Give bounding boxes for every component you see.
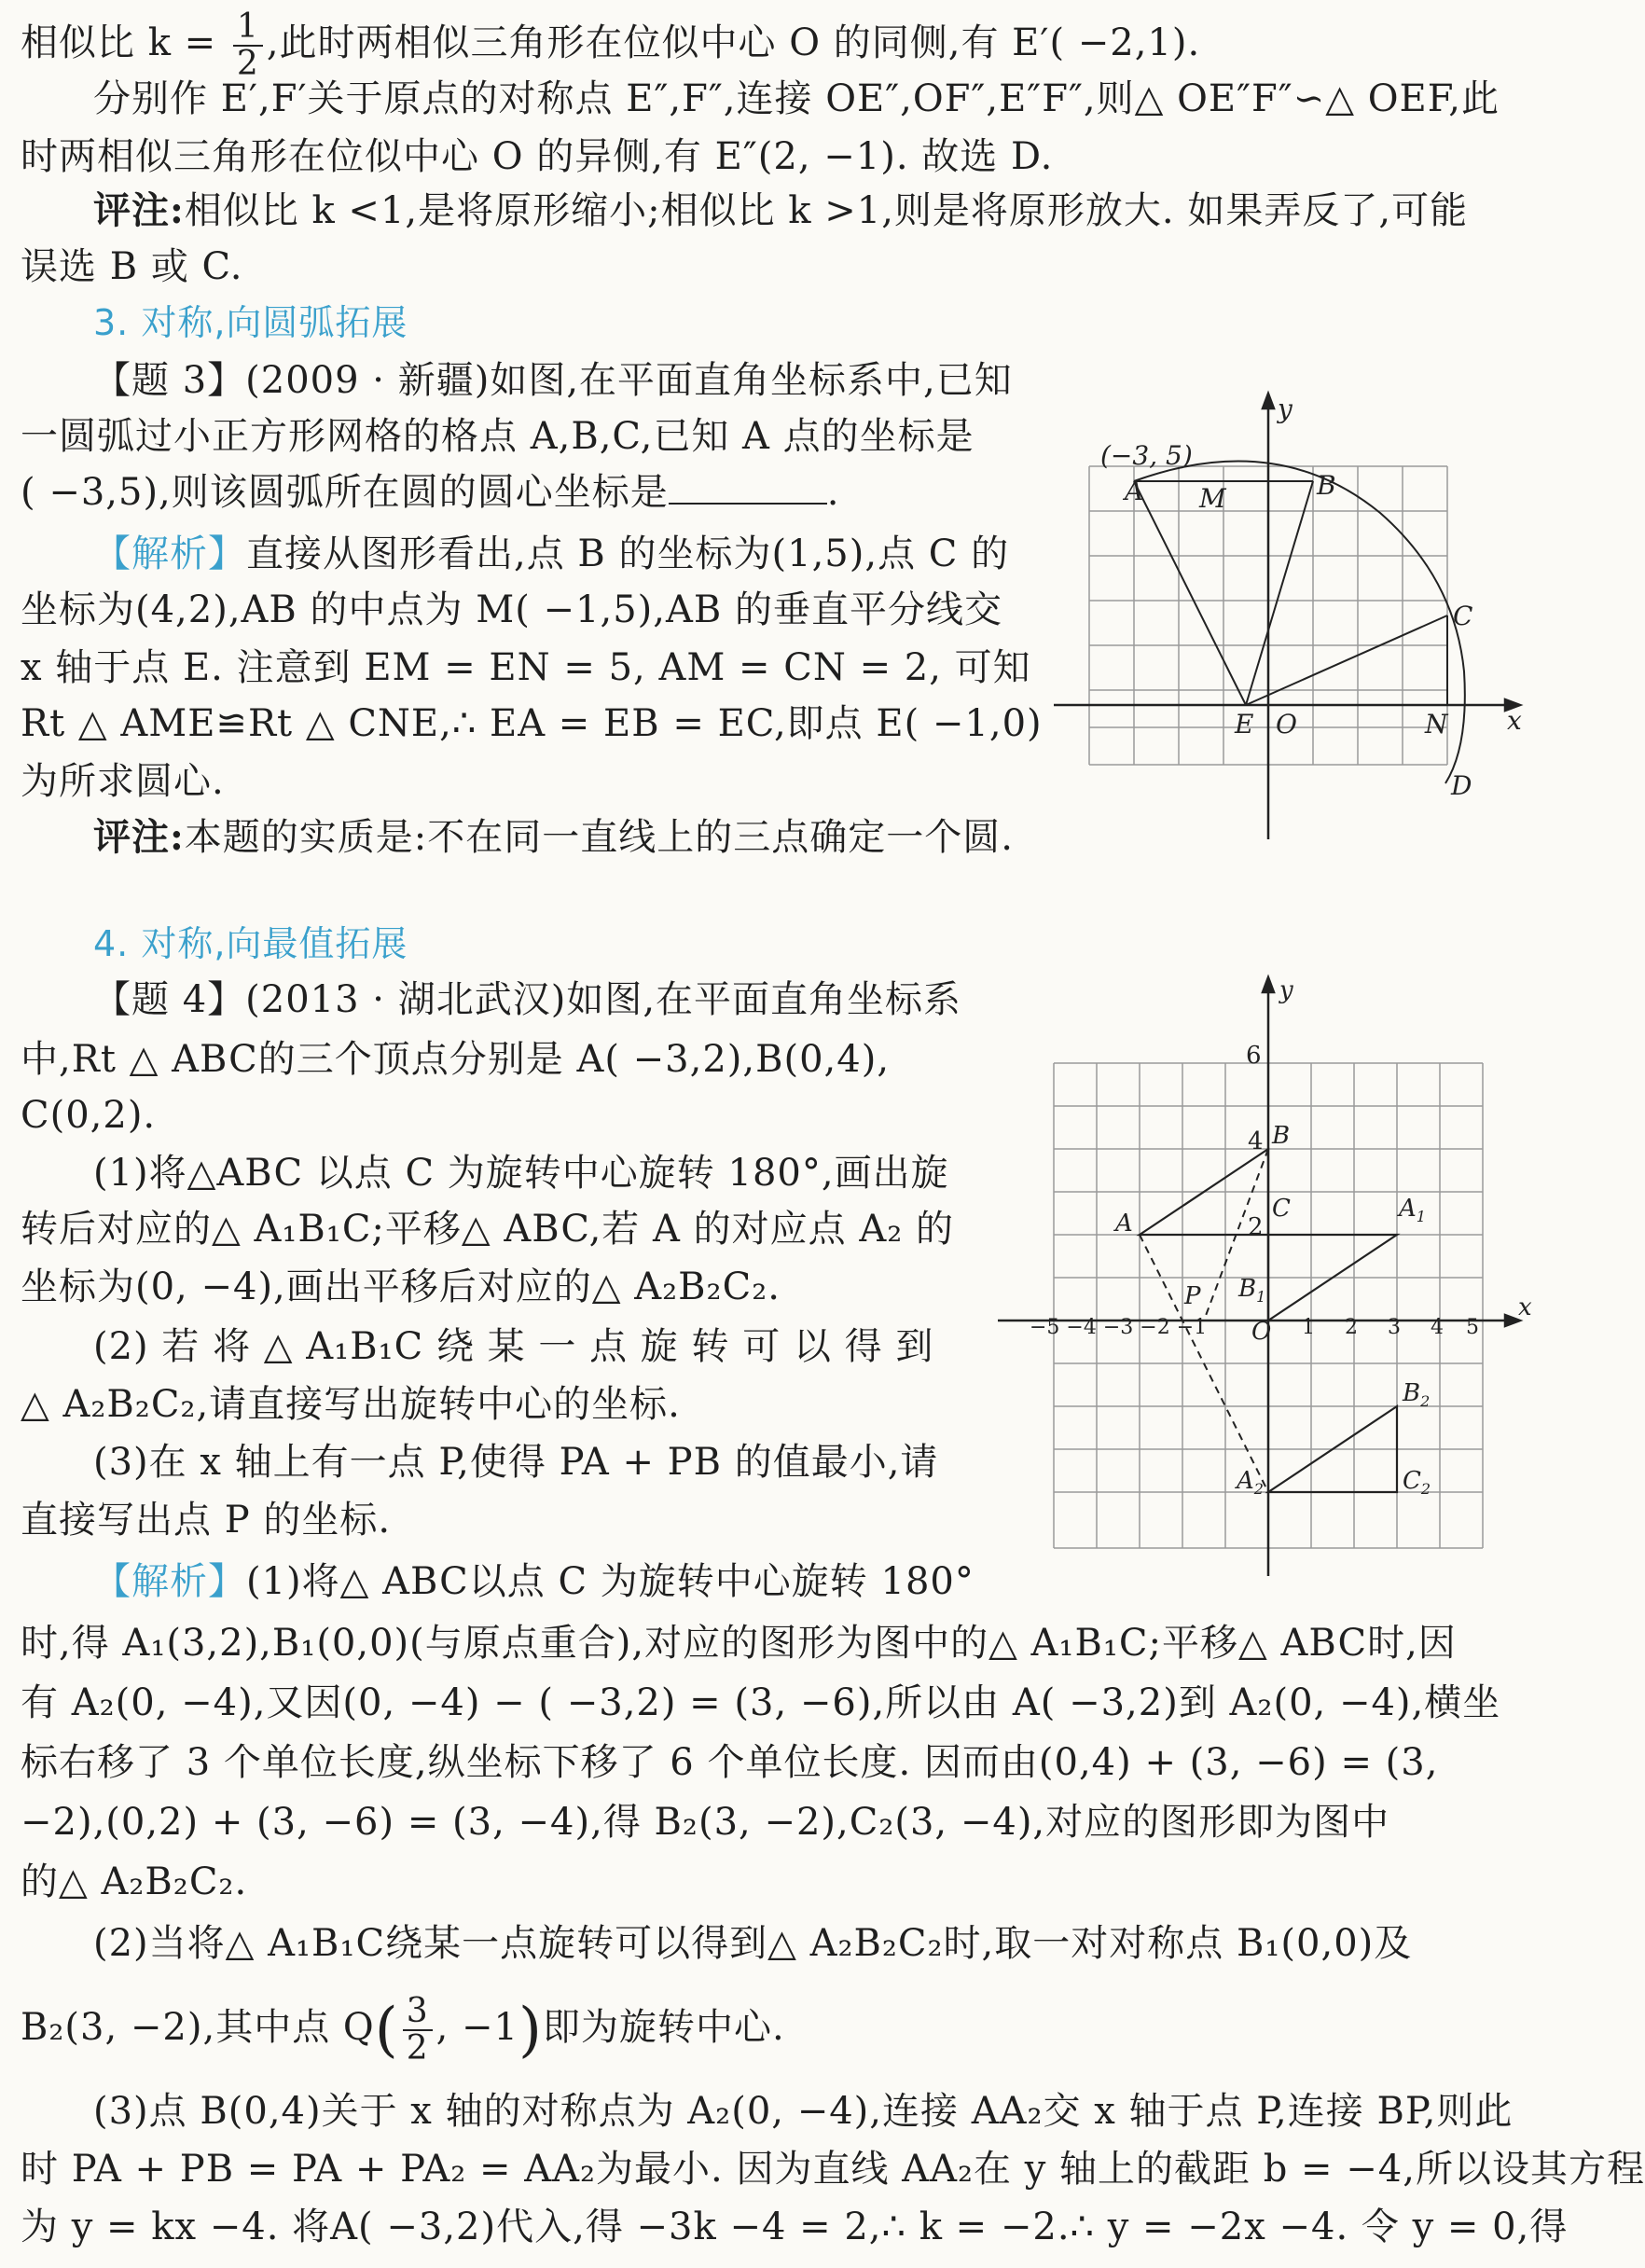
- text-line: (2)当将△ A₁B₁C绕某一点旋转可以得到△ A₂B₂C₂时,取一对对称点 B₁(0,0)及: [93, 1922, 1413, 1965]
- x-axis-label: x: [1518, 1293, 1532, 1321]
- paren-left: (: [374, 1996, 399, 2065]
- text-line: Rt △ AME≌Rt △ CNE,∴ EA = EB = EC,即点 E( −1,0): [21, 702, 1043, 745]
- text-line: [21, 1994, 785, 2067]
- point-b-label: B: [1272, 1122, 1291, 1150]
- text-line: 为 y = kx −4. 将A( −3,2)代入,得 −3k −4 = 2,∴ k = −2.∴ y = −2x −4. 令 y = 0,得: [21, 2206, 1569, 2248]
- point-c2-label: $C_2$: [1403, 1467, 1431, 1498]
- point-n-label: N: [1425, 709, 1448, 740]
- origin-label: O: [1251, 1318, 1272, 1346]
- text-line: 时,得 A₁(3,2),B₁(0,0)(与原点重合),对应的图形为图中的△ A₁B₁C;平移△ ABC时,因: [21, 1622, 1457, 1665]
- text-segment: 相似比 k <1,是将原形缩小;相似比 k >1,则是将原形放大. 如果弄反了,可能: [184, 189, 1469, 232]
- y-tick-4: 4: [1248, 1127, 1264, 1155]
- answer-blank: [669, 471, 827, 505]
- point-m-label: M: [1199, 483, 1226, 514]
- text-line: (2) 若 将 △ A₁B₁C 绕 某 一 点 旋 转 可 以 得 到: [93, 1325, 934, 1368]
- point-a-label: A: [1115, 1210, 1133, 1238]
- x-tick-1: 1: [1302, 1316, 1315, 1339]
- y-axis-label: y: [1278, 394, 1292, 424]
- y-tick-2: 2: [1248, 1213, 1264, 1241]
- point-b1-label: $B_1$: [1238, 1275, 1266, 1306]
- x-axis-label: x: [1507, 705, 1522, 736]
- text-line: 误选 B 或 C.: [21, 245, 243, 288]
- text-line: [93, 1556, 975, 1608]
- point-e-label: E: [1235, 709, 1254, 740]
- text-line: △ A₂B₂C₂,请直接写出旋转中心的坐标.: [21, 1383, 681, 1426]
- figure-arc-grid: [1044, 392, 1529, 858]
- x-tick-3: 3: [1388, 1316, 1401, 1339]
- text-line: 坐标为(0, −4),画出平移后对应的△ A₂B₂C₂.: [21, 1265, 781, 1308]
- text-line: 时两相似三角形在位似中心 O 的异侧,有 E″(2, −1). 故选 D.: [21, 135, 1054, 178]
- point-a-coordinate: (−3, 5): [1100, 440, 1193, 471]
- text-line: 转后对应的△ A₁B₁C;平移△ ABC,若 A 的对应点 A₂ 的: [21, 1208, 954, 1251]
- x-ticks-negative: −5 −4 −3 −2 −1: [1030, 1316, 1208, 1339]
- point-c-label: C: [1453, 601, 1473, 631]
- text-line: 坐标为(4,2),AB 的中点为 M( −1,5),AB 的垂直平分线交: [21, 588, 1002, 631]
- y-axis-label: y: [1279, 976, 1293, 1004]
- text-line: x 轴于点 E. 注意到 EM = EN = 5, AM = CN = 2, 可知: [21, 646, 1031, 689]
- text-line: 【题 3】(2009 · 新疆)如图,在平面直角坐标系中,已知: [93, 359, 1013, 402]
- text-line: [21, 466, 840, 519]
- point-d-label: D: [1451, 770, 1472, 801]
- analysis-label: 【解析】: [93, 1560, 246, 1603]
- point-b2-label: $B_2$: [1403, 1379, 1431, 1410]
- fraction-numerator: 1: [233, 9, 263, 47]
- text-line: 标右移了 3 个单位长度,纵坐标下移了 6 个单位长度. 因而由(0,4) + (3, −6) = (3,: [21, 1741, 1439, 1784]
- text-segment: (1)将△ ABC以点 C 为旋转中心旋转 180°: [246, 1560, 975, 1603]
- note-label: 评注:: [93, 815, 185, 859]
- text-line: 为所求圆心.: [21, 760, 225, 803]
- analysis-label: 【解析】: [93, 532, 246, 575]
- text-line: [21, 9, 1200, 82]
- text-line: (3)在 x 轴上有一点 P,使得 PA + PB 的值最小,请: [93, 1441, 939, 1484]
- text-segment: B₂(3, −2),其中点 Q: [21, 2006, 375, 2049]
- text-line: 分别作 E′,F′关于原点的对称点 E″,F″,连接 OE″,OF″,E″F″,则△ OE″F″∽△ OEF,此: [93, 77, 1500, 120]
- text-segment: ,此时两相似三角形在位似中心 O 的同侧,有 E′( −2,1).: [266, 21, 1201, 64]
- figure-labels: [1030, 976, 1532, 1498]
- text-segment: .: [826, 471, 840, 514]
- construction-lines: [1134, 462, 1465, 783]
- text-line: 直接写出点 P 的坐标.: [21, 1499, 392, 1542]
- text-segment: 本题的实质是:不在同一直线上的三点确定一个圆.: [184, 816, 1014, 859]
- figure-labels: [1100, 394, 1522, 801]
- fraction-denominator: 2: [236, 45, 259, 83]
- note-line: [93, 811, 1014, 864]
- text-line: 【题 4】(2013 · 湖北武汉)如图,在平面直角坐标系: [93, 978, 962, 1021]
- text-line: 的△ A₂B₂C₂.: [21, 1860, 248, 1903]
- text-line: 中,Rt △ ABC的三个顶点分别是 A( −3,2),B(0,4),: [21, 1038, 891, 1081]
- y-tick-6: 6: [1246, 1042, 1262, 1070]
- point-a-label: A: [1125, 476, 1144, 506]
- section-heading: 3. 对称,向圆弧拓展: [93, 302, 408, 343]
- section-heading: 4. 对称,向最值拓展: [93, 923, 408, 964]
- figure-triangles-grid: [988, 970, 1532, 1585]
- note-label: 评注:: [93, 188, 185, 232]
- point-a1-label: $A_1$: [1399, 1195, 1426, 1225]
- text-segment: 直接从图形看出,点 B 的坐标为(1,5),点 C 的: [246, 532, 1010, 575]
- text-segment: ( −3,5),则该圆弧所在圆的圆心坐标是: [21, 471, 669, 514]
- fraction: [233, 9, 263, 82]
- text-line: [93, 528, 1009, 580]
- point-p-label: P: [1184, 1282, 1201, 1310]
- x-tick-2: 2: [1345, 1316, 1358, 1339]
- origin-label: O: [1276, 709, 1297, 740]
- text-line: 时 PA + PB = PA + PA₂ = AA₂为最小. 因为直线 AA₂在 y 轴上的截距 b = −4,所以设其方程: [21, 2148, 1645, 2191]
- paren-right: ): [518, 1996, 543, 2065]
- fraction: [403, 1994, 433, 2067]
- point-b-label: B: [1317, 470, 1336, 501]
- text-line: (3)点 B(0,4)关于 x 轴的对称点为 A₂(0, −4),连接 AA₂交 x 轴于点 P,连接 BP,则此: [93, 2090, 1514, 2133]
- text-line: −2),(0,2) + (3, −6) = (3, −4),得 B₂(3, −2),C₂(3, −4),对应的图形即为图中: [21, 1801, 1390, 1844]
- x-tick-4: 4: [1431, 1316, 1444, 1339]
- text-segment: , −1: [435, 2006, 518, 2049]
- fraction-numerator: 3: [403, 1994, 433, 2031]
- text-line: 一圆弧过小正方形网格的格点 A,B,C,已知 A 点的坐标是: [21, 415, 975, 458]
- point-c-label: C: [1272, 1195, 1291, 1223]
- x-tick-5: 5: [1466, 1316, 1479, 1339]
- text-line: (1)将△ABC 以点 C 为旋转中心旋转 180°,画出旋: [93, 1152, 949, 1195]
- text-line: 有 A₂(0, −4),又因(0, −4) − ( −3,2) = (3, −6),所以由 A( −3,2)到 A₂(0, −4),横坐: [21, 1681, 1501, 1724]
- text-line: C(0,2).: [21, 1094, 157, 1137]
- fraction-denominator: 2: [406, 2029, 429, 2067]
- point-a2-label: $A_2$: [1237, 1467, 1264, 1498]
- note-line: [93, 185, 1468, 237]
- text-segment: 即为旋转中心.: [542, 2006, 785, 2049]
- text-segment: 相似比 k =: [21, 21, 229, 64]
